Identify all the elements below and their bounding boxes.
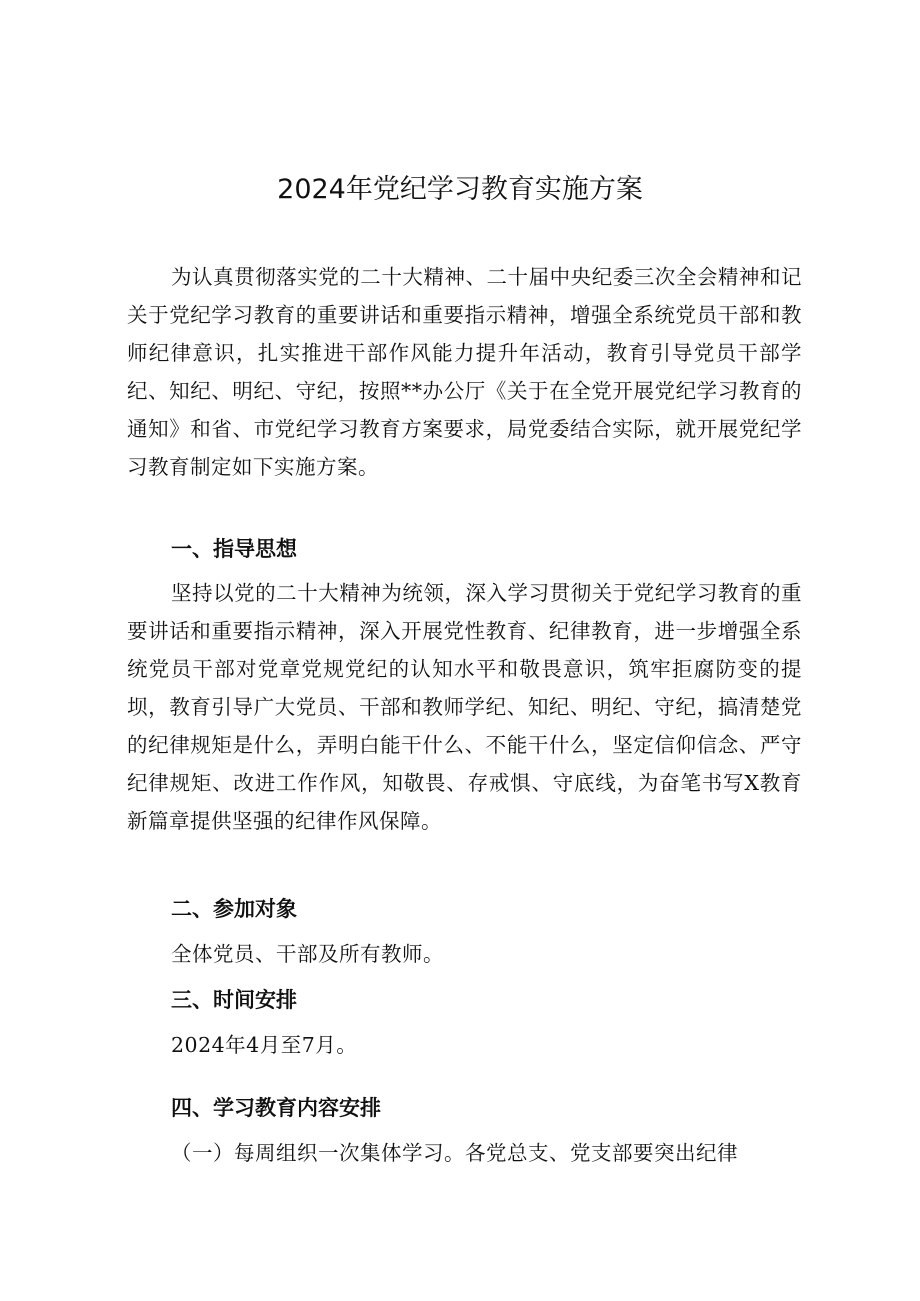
section-2-heading: 二、参加对象: [171, 897, 297, 921]
section-4-heading: 四、学习教育内容安排: [171, 1096, 381, 1120]
intro-paragraph: 为认真贯彻落实党的二十大精神、二十届中央纪委三次全会精神和记关于党纪学习教育的重要讲话和重要指示精神，增强全系统党员干部和教师纪律意识，扎实推进干部作风能力提升年活动，教育引导党员干部学纪、知纪、明纪、守纪，按照**办公厅《关于在全党开展党纪学习教育的通知》和省、市党纪学习教育方案要求，局党委结合实际，就开展党纪学习教育制定如下实施方案。: [127, 265, 802, 479]
section-1-body: 坚持以党的二十大精神为统领，深入学习贯彻关于党纪学习教育的重要讲话和重要指示精神，深入开展党性教育、纪律教育，进一步增强全系统党员干部对党章党规党纪的认知水平和敬畏意识，筑牢拒腐防变的提坝，教育引导广大党员、干部和教师学纪、知纪、明纪、守纪，搞清楚党的纪律规矩是什么，弄明白能干什么、不能干什么，坚定信仰信念、严守纪律规矩、改进工作作风，知敬畏、存戒惧、守底线，为奋笔书写X教育新篇章提供坚强的纪律作风保障。: [127, 581, 802, 833]
section-3-heading: 三、时间安排: [171, 988, 297, 1012]
section-4-item-1: （一）每周组织一次集体学习。各党总支、党支部要突出纪律: [171, 1141, 738, 1165]
section-2-body: 全体党员、干部及所有教师。: [171, 942, 444, 966]
section-1-heading: 一、指导思想: [171, 537, 297, 561]
document-title: 2024年党纪学习教育实施方案: [277, 174, 643, 205]
section-3-body: 2024年4月至7月。: [171, 1033, 358, 1057]
